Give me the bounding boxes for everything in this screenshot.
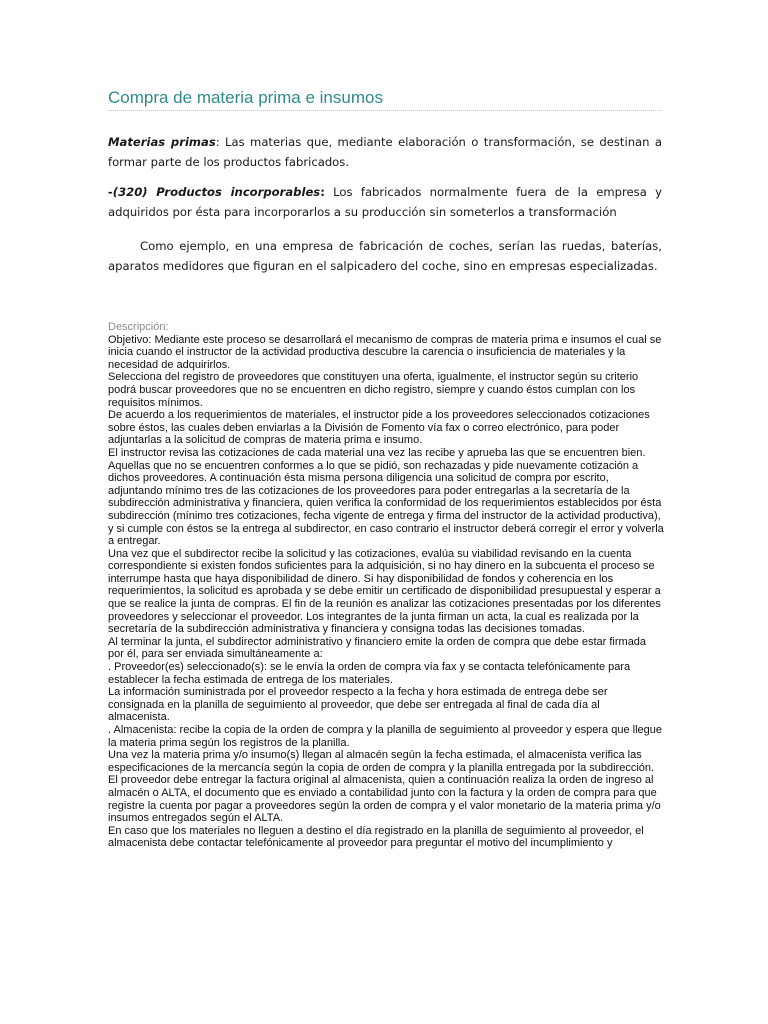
description-paragraph: Una vez que el subdirector recibe la solicitud y las cotizaciones, evalúa su viabilidad revisando en la cuenta correspondiente si existen fondos suficientes para la adquisición, si no hay dinero en la subcuenta el proceso se interrumpe hasta que haya disponibilidad de dinero. Si hay disponibilidad de fondos y coherencia en los requerimientos, la solicitud es aprobada y se debe emitir un certificado de disponibilidad presupuestal y esperar a que se realice la junta de compras. El fin de la reunión es analizar las cotizaciones presentadas por los diferentes proveedores y seleccionar el proveedor. Los integrantes de la junta firman un acta, la cual es realizada por la secretaría de la subdirección administrativa y financiera y consigna todas las decisiones tomadas. [108,547,661,636]
example-paragraph: Como ejemplo, en una empresa de fabricación de coches, serían las ruedas, baterías, aparatos medidores que figuran en el salpicadero del coche, sino en empresas especializadas. [108,239,662,273]
description-paragraph: En caso que los materiales no lleguen a destino el día registrado en la planilla de seguimiento al proveedor, el almacenista debe contactar telefónicamente al proveedor para preguntar el motivo del incumplimiento y [108,824,644,850]
definition-materias-primas: Materias primas: Las materias que, mediante elaboración o transformación, se destinan a formar parte de los productos fabricados. [108,135,662,169]
definition-text: Las materias que, mediante elaboración o transformación, se destinan a formar parte de los productos fabricados. [108,135,662,169]
description-label: Descripción: [108,321,169,333]
term-materias-primas: Materias primas [108,135,216,149]
description-paragraph: Al terminar la junta, el subdirector administrativo y financiero emite la orden de compra que debe estar firmada por él, para ser enviada simultáneamente a: [108,635,647,661]
description-paragraph: . Proveedor(es) seleccionado(s): se le envía la orden de compra vía fax y se contacta telefónicamente para establecer la fecha estimada de entrega de los materiales. [108,661,631,686]
term-productos-incorporables: -(320) Productos incorporables [108,185,321,199]
intro-section [108,132,662,286]
definition-productos-incorporables: -(320) Productos incorporables: Los fabricados normalmente fuera de la empresa y adquiridos por ésta para incorporarlos a su producción sin someterlos a transformación [108,185,662,219]
description-paragraph: El instructor revisa las cotizaciones de cada material una vez las recibe y aprueba las que se encuentren bien. Aquellas que no se encuentren conformes a lo que se pidió, son rechazadas y pide nuevamente cotización a dichos proveedores. A continuación ésta misma persona diligencia una solicitud de compra por escrito, adjuntando mínimo tres de las cotizaciones de los proveedores para poder entregarlas a la secretaría de la subdirección administrativa y financiera, quien verifica la conformidad de los requerimientos establecidos por ésta subdirección (mínimo tres cotizaciones, fecha vigente de entrega y firma del instructor de la actividad productiva), y si cumple con éstos se la entrega al subdirector, en caso contrario el instructor deberá corregir el error y volverla a entregar. [108,446,664,548]
description-paragraph: De acuerdo a los requerimientos de materiales, el instructor pide a los proveedores seleccionados cotizaciones sobre éstos, las cuales deben enviarlas a la División de Fomento vía fax o correo electrónico, para poder adjuntarlas a la solicitud de compras de materia prima e insumo. [108,409,650,447]
description-paragraph: Una vez la materia prima y/o insumo(s) llegan al almacén según la fecha estimada, el almacenista verifica las especificaciones de la mercancía según la copia de orden de compra y la planilla entregada por la subdirección. [108,749,655,774]
description-paragraph: Selecciona del registro de proveedores que constituyen una oferta, igualmente, el instructor según su criterio podrá buscar proveedores que no se encuentren en dicho registro, siempre y cuando éstos cumplan con los requisitos mínimos. [108,371,639,409]
definition-text: Los fabricados normalmente fuera de la empresa y adquiridos por ésta para incorporarlos a su producción sin someterlos a transformación [108,185,662,219]
page-title: Compra de materia prima e insumos [108,88,662,111]
description-section [108,321,664,850]
description-paragraph: El proveedor debe entregar la factura original al almacenista, quien a continuación realiza la orden de ingreso al almacén o ALTA, el documento que es enviado a contabilidad junto con la factura y la orden de compra para que registre la cuenta por pagar a proveedores según la orden de compra y el valor monetario de la materia prima y/o insumos entregados según el ALTA. [108,774,661,825]
description-paragraph: La información suministrada por el proveedor respecto a la fecha y hora estimada de entrega debe ser consignada en la planilla de seguimiento al proveedor, que debe ser entregada al final de cada día al almacenista. [108,686,608,724]
description-paragraph: Objetivo: Mediante este proceso se desarrollará el mecanismo de compras de materia prima e insumos el cual se inicia cuando el instructor de la actividad productiva descubre la carencia o insuficiencia de materiales y la necesidad de adquirirlos. [108,333,662,371]
description-paragraph: . Almacenista: recibe la copia de la orden de compra y la planilla de seguimiento al proveedor y espera que llegue la materia prima según los registros de la planilla. [108,724,663,749]
